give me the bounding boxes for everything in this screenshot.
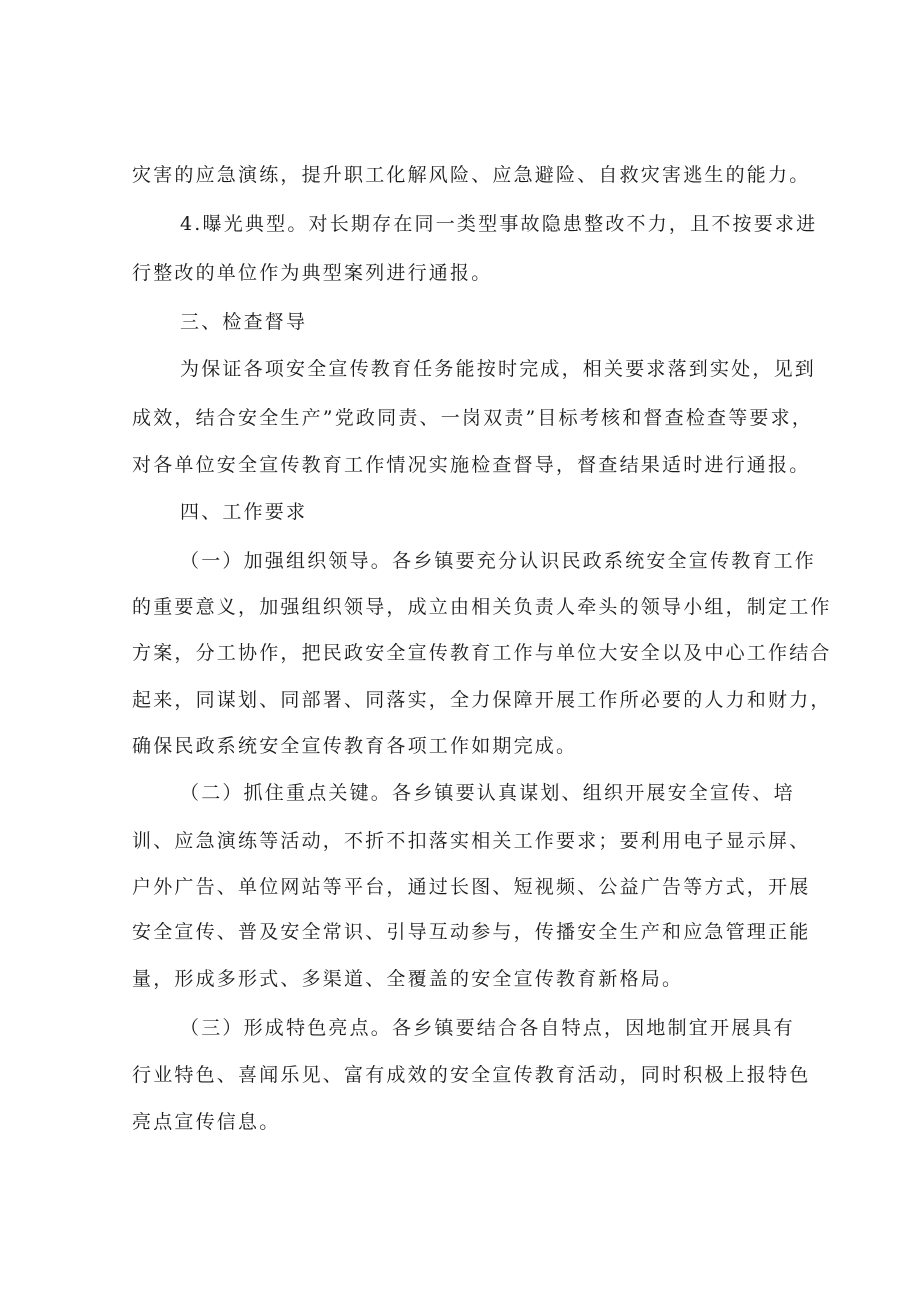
body-text-line: 量，形成多形式、多渠道、全覆盖的安全宣传教育新格局。 — [132, 968, 684, 990]
body-text-line: 确保民政系统安全宣传教育各项工作如期完成。 — [132, 735, 578, 757]
body-text-line: 行整改的单位作为典型案列进行通报。 — [132, 262, 493, 284]
body-text-line: 起来，同谋划、同部署、同落实，全力保障开展工作所必要的人力和财力， — [132, 689, 832, 711]
section-heading-requirements: 四、工作要求 — [180, 501, 308, 523]
section-heading-inspection: 三、检查督导 — [180, 311, 308, 333]
body-text-line: 亮点宣传信息。 — [132, 1111, 281, 1133]
body-text-line: 行业特色、喜闻乐见、富有成效的安全宣传教育活动，同时积极上报特色 — [132, 1064, 811, 1086]
list-item-text-line: 4.曝光典型。对长期存在同一类型事故隐患整改不力，且不按要求进 — [180, 213, 818, 235]
body-text-line: 户外广告、单位网站等平台，通过长图、短视频、公益广告等方式，开展 — [132, 876, 811, 898]
body-text-line: 灾害的应急演练，提升职工化解风险、应急避险、自救灾害逃生的能力。 — [132, 164, 811, 186]
paragraph-first-line: （二）抓住重点关键。各乡镇要认真谋划、组织开展安全宣传、培 — [180, 782, 795, 804]
body-text-line: 方案，分工协作，把民政安全宣传教育工作与单位大安全以及中心工作结合 — [132, 642, 832, 664]
paragraph-first-line: （三）形成特色亮点。各乡镇要结合各自特点，因地制宜开展具有 — [180, 1017, 795, 1039]
body-text-line: 安全宣传、普及安全常识、引导互动参与，传播安全生产和应急管理正能 — [132, 921, 811, 943]
body-text-line: 的重要意义，加强组织领导，成立由相关负责人牵头的领导小组，制定工作 — [132, 596, 832, 618]
paragraph-first-line: 为保证各项安全宣传教育任务能按时完成，相关要求落到实处，见到 — [180, 358, 817, 380]
body-text-line: 对各单位安全宣传教育工作情况实施检查督导，督查结果适时进行通报。 — [132, 454, 811, 476]
body-text-line: 成效，结合安全生产”党政同责、一岗双责”目标考核和督查检查等要求， — [132, 407, 814, 429]
body-text-line: 训、应急演练等活动，不折不扣落实相关工作要求；要利用电子显示屏、 — [132, 830, 811, 852]
paragraph-first-line: （一）加强组织领导。各乡镇要充分认识民政系统安全宣传教育工作 — [180, 550, 817, 572]
